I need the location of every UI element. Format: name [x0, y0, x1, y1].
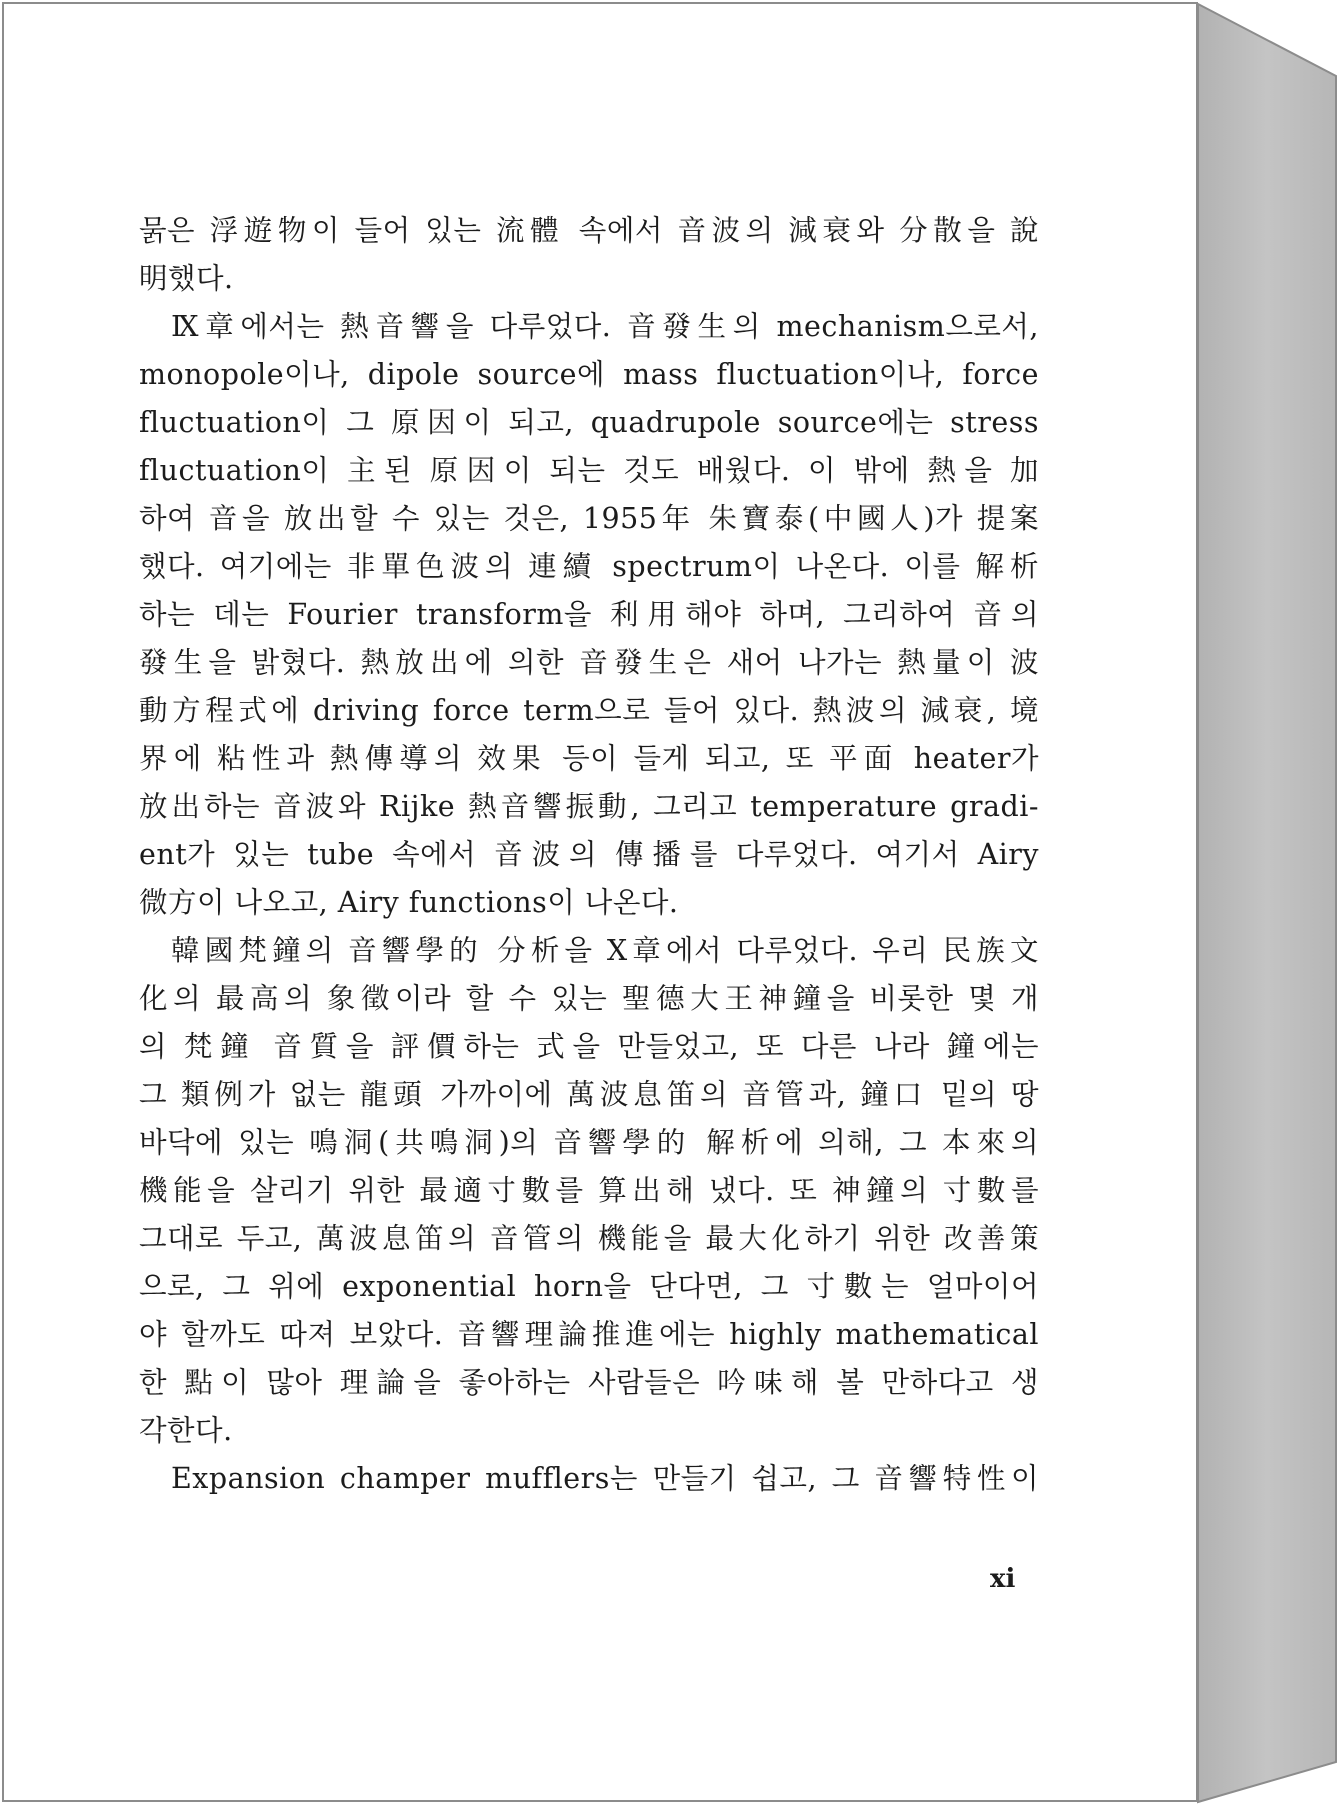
page-number: xi [990, 1564, 1016, 1594]
text-line: ent가 있는 tube 속에서 音波의 傳播를 다루었다. 여기서 Airy [139, 838, 1039, 871]
text-line: 動方程式에 driving force term으로 들어 있다. 熱波의 減衰, 境 [139, 694, 1039, 727]
text-line: 바닥에 있는 鳴洞(共鳴洞)의 音響學的 解析에 의해, 그 本來의 [139, 1126, 1039, 1159]
text-line: 묽은 浮遊物이 들어 있는 流體 속에서 音波의 減衰와 分散을 說 [139, 214, 1039, 247]
text-line: 한 點이 많아 理論을 좋아하는 사람들은 吟味해 볼 만하다고 생 [139, 1366, 1039, 1399]
body-text [139, 207, 1039, 1503]
text-line: fluctuation이 그 原因이 되고, quadrupole source에는 stress [139, 406, 1039, 439]
text-line: 微方이 나오고, Airy functions이 나온다. [139, 886, 679, 919]
text-line: 放出하는 音波와 Rijke 熱音響振動, 그리고 temperature gradi- [139, 790, 1039, 823]
text-line: 化의 最高의 象徵이라 할 수 있는 聖德大王神鐘을 비롯한 몇 개 [139, 982, 1039, 1015]
text-line: 發生을 밝혔다. 熱放出에 의한 音發生은 새어 나가는 熱量이 波 [139, 646, 1039, 679]
text-line: fluctuation이 主된 原因이 되는 것도 배웠다. 이 밖에 熱을 加 [139, 454, 1039, 487]
text-line: 으로, 그 위에 exponential horn을 단다면, 그 寸數는 얼마이어 [139, 1270, 1039, 1303]
text-line: 야 할까도 따져 보았다. 音響理論推進에는 highly mathematical [139, 1318, 1039, 1351]
text-line: Expansion champer mufflers는 만들기 쉽고, 그 音響特性이 [171, 1462, 1039, 1495]
text-line: 그 類例가 없는 龍頭 가까이에 萬波息笛의 音管과, 鐘口 밑의 땅 [139, 1078, 1039, 1111]
text-line: 그대로 두고, 萬波息笛의 音管의 機能을 最大化하기 위한 改善策 [139, 1222, 1039, 1255]
text-line: Ⅸ章에서는 熱音響을 다루었다. 音發生의 mechanism으로서, [171, 310, 1039, 343]
text-line: 機能을 살리기 위한 最適寸數를 算出해 냈다. 또 神鐘의 寸數를 [139, 1174, 1039, 1207]
text-line: monopole이나, dipole source에 mass fluctuation이나, force [139, 358, 1039, 391]
text-line: 했다. 여기에는 非單色波의 連續 spectrum이 나온다. 이를 解析 [139, 550, 1039, 583]
text-line: 하여 音을 放出할 수 있는 것은, 1955年 朱寶泰(中國人)가 提案 [139, 502, 1039, 535]
text-line: 하는 데는 Fourier transform을 利用해야 하며, 그리하여 音의 [139, 598, 1039, 631]
text-line: 의 梵鐘 音質을 評價하는 式을 만들었고, 또 다른 나라 鐘에는 [139, 1030, 1039, 1063]
text-line: 明했다. [139, 262, 234, 295]
text-line: 韓國梵鐘의 音響學的 分析을 Ⅹ章에서 다루었다. 우리 民族文 [171, 934, 1039, 967]
text-line: 각한다. [139, 1414, 233, 1447]
text-line: 界에 粘性과 熱傳導의 效果 등이 들게 되고, 또 平面 heater가 [139, 742, 1039, 775]
